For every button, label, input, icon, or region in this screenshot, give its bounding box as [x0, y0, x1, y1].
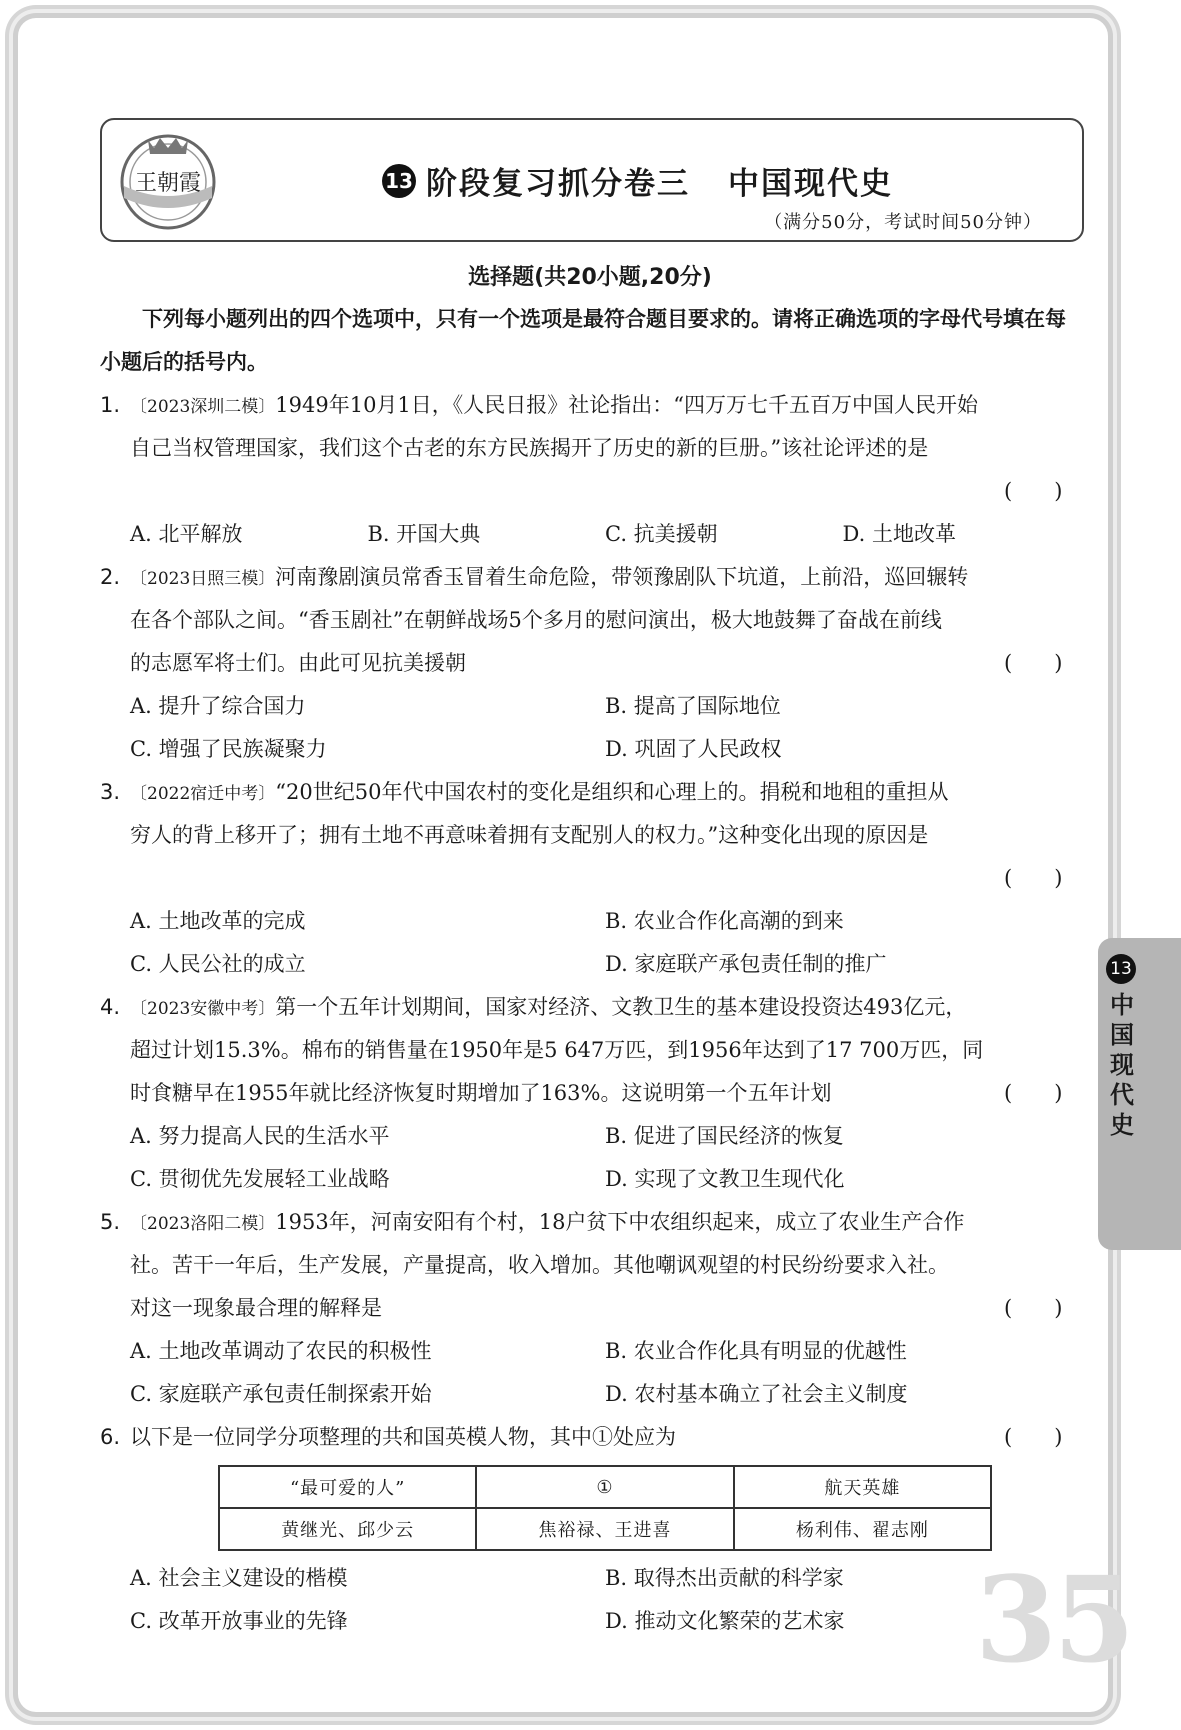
question-line — [100, 1416, 1080, 1459]
section-instructions: 下列每小题列出的四个选项中，只有一个选项是最符合题目要求的。请将正确选项的字母代号填在每小题后的括号内。 — [100, 307, 1066, 374]
question-number: 5. — [100, 1210, 121, 1234]
option-c[interactable]: C. 家庭联产承包责任制探索开始 — [130, 1382, 432, 1406]
table-header-cell: “最可爱的人” — [219, 1466, 476, 1508]
options-row — [100, 1373, 1080, 1416]
side-tab-number: 13 — [1106, 954, 1136, 984]
question-text: 超过计划15.3%。棉布的销售量在1950年是5 647万匹，到1956年达到了17 700万匹，同 — [130, 1038, 984, 1062]
option-a[interactable]: A. 社会主义建设的楷模 — [130, 1566, 348, 1590]
chapter-side-tab — [1098, 938, 1181, 1250]
question-line — [100, 986, 1080, 1029]
title-part2: 中国现代史 — [728, 166, 893, 202]
options-row — [100, 728, 1080, 771]
question-line — [100, 1244, 1080, 1287]
options-row — [100, 685, 1080, 728]
options-row — [100, 1115, 1080, 1158]
question-line — [100, 470, 1080, 513]
question-5 — [100, 1201, 1080, 1416]
option-b[interactable]: B. 促进了国民经济的恢复 — [605, 1124, 844, 1148]
answer-blank[interactable]: ( ) — [1004, 1296, 1063, 1320]
question-line — [100, 642, 1080, 685]
question-number: 4. — [100, 995, 121, 1019]
options-row — [100, 943, 1080, 986]
question-3 — [100, 771, 1080, 986]
hero-table — [218, 1465, 992, 1551]
option-a[interactable]: A. 提升了综合国力 — [130, 694, 306, 718]
answer-blank[interactable]: ( ) — [1004, 1425, 1063, 1449]
option-d[interactable]: D. 土地改革 — [842, 522, 956, 546]
option-b[interactable]: B. 农业合作化具有明显的优越性 — [605, 1339, 907, 1363]
question-4 — [100, 986, 1080, 1201]
exam-subtitle: （满分50分，考试时间50分钟） — [764, 212, 1042, 233]
hero-table-wrap — [100, 1459, 1080, 1557]
question-line — [100, 857, 1080, 900]
question-text: 社。苦干一年后，生产发展，产量提高，收入增加。其他嘲讽观望的村民纷纷要求入社。 — [130, 1253, 949, 1277]
table-header-cell: ① — [476, 1466, 733, 1508]
question-text: 穷人的背上移开了；拥有土地不再意味着拥有支配别人的权力。”这种变化出现的原因是 — [130, 823, 929, 847]
question-line — [100, 599, 1080, 642]
option-b[interactable]: B. 开国大典 — [367, 522, 481, 546]
question-text: 的志愿军将士们。由此可见抗美援朝 — [130, 651, 466, 675]
question-line — [100, 384, 1080, 427]
table-header-cell: 航天英雄 — [734, 1466, 991, 1508]
side-tab-label: 中国现代史 — [1110, 991, 1134, 1139]
question-line — [100, 427, 1080, 470]
question-number: 3. — [100, 780, 121, 804]
publisher-logo — [114, 126, 222, 234]
options-row — [100, 900, 1080, 943]
question-text: 时食糖早在1955年就比经济恢复时期增加了163%。这说明第一个五年计划 — [130, 1081, 832, 1105]
table-header-row — [219, 1466, 991, 1508]
option-d[interactable]: D. 推动文化繁荣的艺术家 — [605, 1609, 845, 1633]
unit-number-badge: 13 — [382, 164, 416, 198]
answer-blank[interactable]: ( ) — [1004, 651, 1063, 675]
question-text: 以下是一位同学分项整理的共和国英模人物，其中①处应为 — [130, 1425, 676, 1449]
options-row — [100, 1600, 1080, 1643]
option-a[interactable]: A. 土地改革调动了农民的积极性 — [130, 1339, 432, 1363]
question-text: 河南豫剧演员常香玉冒着生命危险，带领豫剧队下坑道，上前沿，巡回辗转 — [275, 565, 969, 589]
answer-blank[interactable]: ( ) — [1004, 1081, 1063, 1105]
options-row — [100, 513, 1080, 556]
options-row — [100, 1330, 1080, 1373]
table-cell: 杨利伟、翟志刚 — [734, 1508, 991, 1550]
question-text: 在各个部队之间。“香玉剧社”在朝鲜战场5个多月的慰问演出，极大地鼓舞了奋战在前线 — [130, 608, 942, 632]
option-c[interactable]: C. 改革开放事业的先锋 — [130, 1609, 348, 1633]
question-source: 〔2023洛阳二模〕 — [130, 1214, 276, 1234]
page-number: 35 — [975, 1550, 1132, 1689]
option-a[interactable]: A. 努力提高人民的生活水平 — [130, 1124, 390, 1148]
option-b[interactable]: B. 取得杰出贡献的科学家 — [605, 1566, 844, 1590]
option-c[interactable]: C. 抗美援朝 — [605, 522, 718, 546]
option-c[interactable]: C. 人民公社的成立 — [130, 952, 306, 976]
option-d[interactable]: D. 农村基本确立了社会主义制度 — [605, 1382, 908, 1406]
answer-blank[interactable]: ( ) — [1004, 866, 1063, 890]
question-line — [100, 814, 1080, 857]
option-b[interactable]: B. 提高了国际地位 — [605, 694, 781, 718]
question-number: 2. — [100, 565, 121, 589]
option-c[interactable]: C. 贯彻优先发展轻工业战略 — [130, 1167, 390, 1191]
question-text: 自己当权管理国家，我们这个古老的东方民族揭开了历史的新的巨册。”该社论评述的是 — [130, 436, 929, 460]
page-title — [382, 158, 893, 203]
table-cell: 焦裕禄、王进喜 — [476, 1508, 733, 1550]
title-part1: 阶段复习抓分卷三 — [426, 166, 690, 202]
question-text: 对这一现象最合理的解释是 — [130, 1296, 382, 1320]
question-source: 〔2023安徽中考〕 — [130, 999, 276, 1019]
question-number: 1. — [100, 393, 121, 417]
question-line — [100, 1287, 1080, 1330]
exam-content — [100, 258, 1080, 1643]
option-a[interactable]: A. 北平解放 — [130, 522, 243, 546]
question-text: 1953年，河南安阳有个村，18户贫下中农组织起来，成立了农业生产合作 — [275, 1210, 965, 1234]
options-row — [100, 1158, 1080, 1201]
question-text: “20世纪50年代中国农村的变化是组织和心理上的。捐税和地租的重担从 — [275, 780, 949, 804]
question-line — [100, 556, 1080, 599]
option-b[interactable]: B. 农业合作化高潮的到来 — [605, 909, 844, 933]
header-box — [100, 118, 1084, 242]
option-a[interactable]: A. 土地改革的完成 — [130, 909, 306, 933]
option-d[interactable]: D. 家庭联产承包责任制的推广 — [605, 952, 887, 976]
answer-blank[interactable]: ( ) — [1004, 479, 1063, 503]
section-title: 选择题(共20小题,20分) — [468, 265, 712, 290]
question-2 — [100, 556, 1080, 771]
logo-text: 王朝霞 — [134, 171, 202, 196]
question-line — [100, 1072, 1080, 1115]
question-line — [100, 771, 1080, 814]
question-line — [100, 1201, 1080, 1244]
question-source: 〔2023日照三模〕 — [130, 569, 276, 589]
table-row — [219, 1508, 991, 1550]
question-6 — [100, 1416, 1080, 1643]
question-source: 〔2023深圳二模〕 — [130, 397, 276, 417]
question-text: 1949年10月1日，《人民日报》社论指出：“四万万七千五百万中国人民开始 — [275, 393, 979, 417]
question-1 — [100, 384, 1080, 556]
option-d[interactable]: D. 实现了文教卫生现代化 — [605, 1167, 845, 1191]
table-cell: 黄继光、邱少云 — [219, 1508, 476, 1550]
question-source: 〔2022宿迁中考〕 — [130, 784, 276, 804]
question-text: 第一个五年计划期间，国家对经济、文教卫生的基本建设投资达493亿元， — [275, 995, 967, 1019]
question-line — [100, 1029, 1080, 1072]
option-c[interactable]: C. 增强了民族凝聚力 — [130, 737, 327, 761]
question-number: 6. — [100, 1425, 121, 1449]
options-row — [100, 1557, 1080, 1600]
option-d[interactable]: D. 巩固了人民政权 — [605, 737, 782, 761]
